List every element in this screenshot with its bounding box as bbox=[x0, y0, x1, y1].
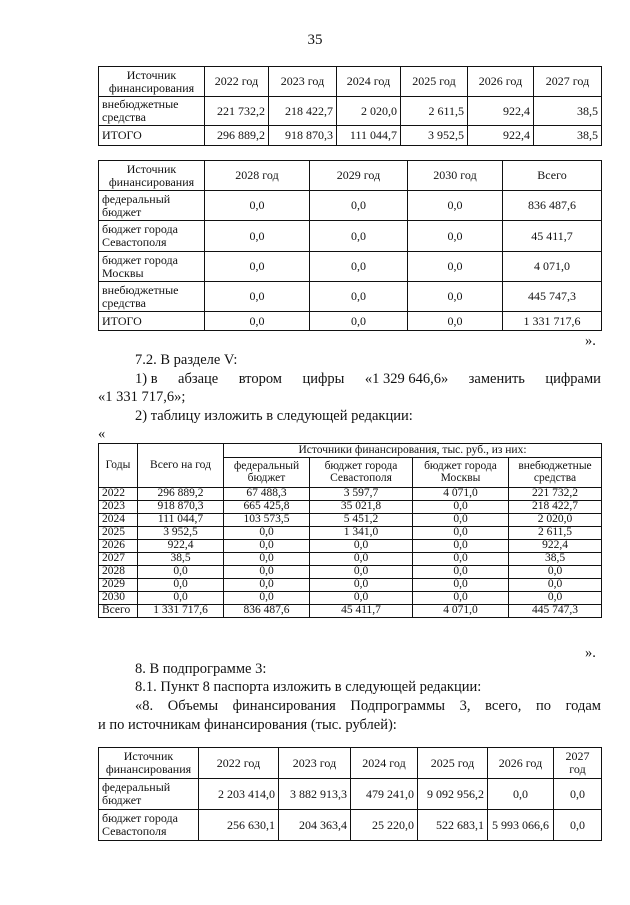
table-cell: 0,0 bbox=[310, 191, 408, 221]
table-cell: 67 488,3 bbox=[224, 488, 310, 501]
table-cell: 479 241,0 bbox=[351, 779, 418, 810]
table-cell: 103 573,5 bbox=[224, 514, 310, 527]
table-cell: 1 331 717,6 bbox=[138, 605, 224, 618]
table-header-row bbox=[99, 748, 602, 779]
table-cell: 2 020,0 bbox=[509, 514, 602, 527]
table-cell: 3 952,5 bbox=[401, 126, 468, 146]
table-cell: 5 993 066,6 bbox=[488, 810, 554, 841]
table-cell: 221 732,2 bbox=[509, 488, 602, 501]
table-header-row bbox=[99, 444, 602, 458]
closing-quote: ». bbox=[585, 645, 596, 661]
table-cell: 922,4 bbox=[468, 97, 534, 126]
table-cell: 0,0 bbox=[224, 566, 310, 579]
table-cell: 0,0 bbox=[413, 540, 509, 553]
row-label: федеральный бюджет bbox=[99, 191, 205, 221]
column-header: 2027 год bbox=[534, 67, 602, 97]
table-cell: 0,0 bbox=[205, 221, 310, 252]
column-header: внебюджетные средства bbox=[509, 458, 602, 488]
table-cell: 3 882 913,3 bbox=[279, 779, 351, 810]
table-cell: 3 597,7 bbox=[310, 488, 413, 501]
table-cell: 445 747,3 bbox=[509, 605, 602, 618]
row-label: 2024 bbox=[99, 514, 138, 527]
column-header: 2025 год bbox=[401, 67, 468, 97]
table-cell: 0,0 bbox=[413, 579, 509, 592]
table-cell: 3 952,5 bbox=[138, 527, 224, 540]
row-label: бюджет города Севастополя bbox=[99, 221, 205, 252]
table-cell: 111 044,7 bbox=[138, 514, 224, 527]
table-cell: 922,4 bbox=[138, 540, 224, 553]
column-header: Источник финансирования bbox=[99, 748, 199, 779]
row-label: 2023 bbox=[99, 501, 138, 514]
table-row bbox=[99, 592, 602, 605]
funding-by-year-table bbox=[98, 443, 602, 618]
table-row bbox=[99, 514, 602, 527]
column-header: Источник финансирования bbox=[99, 161, 205, 191]
row-label: 2025 bbox=[99, 527, 138, 540]
paragraph-word: «8. bbox=[135, 698, 154, 714]
column-header-years: Годы bbox=[99, 444, 138, 488]
table-cell: 918 870,3 bbox=[269, 126, 337, 146]
table-cell: 296 889,2 bbox=[205, 126, 269, 146]
table-cell: 1 341,0 bbox=[310, 527, 413, 540]
column-header: Источник финансирования bbox=[99, 67, 205, 97]
table-cell: 445 747,3 bbox=[503, 282, 602, 312]
paragraph-8-line-2: и по источникам финансирования (тыс. рублей): bbox=[98, 717, 397, 733]
table-cell: 221 732,2 bbox=[205, 97, 269, 126]
table-row bbox=[99, 540, 602, 553]
table-cell: 0,0 bbox=[413, 553, 509, 566]
table-cell: 0,0 bbox=[413, 514, 509, 527]
table-cell: 0,0 bbox=[509, 566, 602, 579]
column-header: 2023 год bbox=[269, 67, 337, 97]
table-cell: 296 889,2 bbox=[138, 488, 224, 501]
item-1-word: втором bbox=[238, 371, 282, 387]
closing-quote: ». bbox=[585, 333, 596, 349]
paragraph-word: всего, bbox=[485, 698, 522, 714]
table-cell: 0,0 bbox=[205, 252, 310, 282]
row-label: ИТОГО bbox=[99, 312, 205, 331]
table-cell: 0,0 bbox=[224, 579, 310, 592]
table-cell: 0,0 bbox=[205, 312, 310, 331]
row-label: внебюджетные средства bbox=[99, 282, 205, 312]
table-cell: 0,0 bbox=[310, 553, 413, 566]
table-row bbox=[99, 566, 602, 579]
table-cell: 0,0 bbox=[413, 527, 509, 540]
table-cell: 5 451,2 bbox=[310, 514, 413, 527]
table-cell: 0,0 bbox=[310, 312, 408, 331]
item-1-line-1 bbox=[135, 371, 601, 388]
row-label: 2029 bbox=[99, 579, 138, 592]
table-cell: 0,0 bbox=[138, 566, 224, 579]
column-header: 2026 год bbox=[468, 67, 534, 97]
table-cell: 0,0 bbox=[310, 592, 413, 605]
table-row-total bbox=[99, 126, 602, 146]
table-cell: 204 363,4 bbox=[279, 810, 351, 841]
row-label: федеральный бюджет bbox=[99, 779, 199, 810]
table-row bbox=[99, 501, 602, 514]
column-header: 2022 год bbox=[199, 748, 279, 779]
table-row bbox=[99, 553, 602, 566]
column-header: Всего bbox=[503, 161, 602, 191]
column-header: 2030 год bbox=[408, 161, 503, 191]
table-cell: 2 611,5 bbox=[401, 97, 468, 126]
table-cell: 0,0 bbox=[224, 592, 310, 605]
table-cell: 111 044,7 bbox=[337, 126, 401, 146]
table-cell: 1 331 717,6 bbox=[503, 312, 602, 331]
table-body bbox=[99, 488, 602, 618]
column-header: 2028 год bbox=[205, 161, 310, 191]
table-row bbox=[99, 97, 602, 126]
column-header: 2029 год bbox=[310, 161, 408, 191]
table-cell: 0,0 bbox=[138, 579, 224, 592]
table-cell: 9 092 956,2 bbox=[418, 779, 488, 810]
table-cell: 0,0 bbox=[310, 540, 413, 553]
table-cell: 922,4 bbox=[468, 126, 534, 146]
table-cell: 0,0 bbox=[224, 540, 310, 553]
table-cell: 0,0 bbox=[310, 282, 408, 312]
table-cell: 0,0 bbox=[310, 221, 408, 252]
table-cell: 0,0 bbox=[310, 566, 413, 579]
column-header: бюджет города Москвы bbox=[413, 458, 509, 488]
table-cell: 4 071,0 bbox=[413, 605, 509, 618]
table-row bbox=[99, 221, 602, 252]
item-1-line-2: «1 331 717,6»; bbox=[98, 389, 186, 405]
table-cell: 256 630,1 bbox=[199, 810, 279, 841]
table-cell: 2 020,0 bbox=[337, 97, 401, 126]
table-cell: 522 683,1 bbox=[418, 810, 488, 841]
row-label: ИТОГО bbox=[99, 126, 205, 146]
table-cell: 0,0 bbox=[408, 282, 503, 312]
table-cell: 0,0 bbox=[408, 191, 503, 221]
table-cell: 45 411,7 bbox=[310, 605, 413, 618]
table-cell: 0,0 bbox=[554, 779, 602, 810]
column-header: 2023 год bbox=[279, 748, 351, 779]
paragraph-word: финансирования bbox=[232, 698, 336, 714]
funding-table-2022-2027-continued bbox=[98, 66, 602, 146]
table-row bbox=[99, 191, 602, 221]
item-1-word: 1) в bbox=[135, 371, 158, 387]
paragraph-word: 3, bbox=[459, 698, 471, 714]
section-8-heading: 8. В подпрограмме 3: bbox=[135, 661, 267, 677]
item-1-word: «1 329 646,6» bbox=[364, 371, 449, 387]
table-cell: 4 071,0 bbox=[413, 488, 509, 501]
table-cell: 0,0 bbox=[413, 566, 509, 579]
table-cell: 25 220,0 bbox=[351, 810, 418, 841]
table-cell: 38,5 bbox=[534, 97, 602, 126]
table-cell: 0,0 bbox=[408, 221, 503, 252]
table-row-total bbox=[99, 605, 602, 618]
paragraph-word: по bbox=[535, 698, 551, 714]
row-label: 2027 bbox=[99, 553, 138, 566]
column-group-header: Источники финансирования, тыс. руб., из них: bbox=[224, 444, 602, 458]
column-header: 2026 год bbox=[488, 748, 554, 779]
section-7-2-heading: 7.2. В разделе V: bbox=[135, 352, 238, 368]
table-cell: 0,0 bbox=[413, 501, 509, 514]
row-label: 2028 bbox=[99, 566, 138, 579]
column-header: 2027 год bbox=[554, 748, 602, 779]
row-label: Всего bbox=[99, 605, 138, 618]
column-header: федеральный бюджет bbox=[224, 458, 310, 488]
table-cell: 0,0 bbox=[205, 191, 310, 221]
table-cell: 0,0 bbox=[224, 527, 310, 540]
table-cell: 918 870,3 bbox=[138, 501, 224, 514]
paragraph-word: Подпрограммы bbox=[350, 698, 446, 714]
opening-quote: « bbox=[98, 426, 106, 442]
table-row bbox=[99, 810, 602, 841]
table-cell: 836 487,6 bbox=[224, 605, 310, 618]
table-cell: 0,0 bbox=[509, 592, 602, 605]
table-cell: 38,5 bbox=[534, 126, 602, 146]
section-8-1-heading: 8.1. Пункт 8 паспорта изложить в следующей редакции: bbox=[135, 679, 482, 695]
table-cell: 218 422,7 bbox=[269, 97, 337, 126]
table-cell: 0,0 bbox=[408, 312, 503, 331]
table-cell: 35 021,8 bbox=[310, 501, 413, 514]
subprogram-3-funding-table bbox=[98, 747, 602, 841]
column-header: 2024 год bbox=[337, 67, 401, 97]
funding-table-2028-2030-total bbox=[98, 160, 602, 331]
table-cell: 4 071,0 bbox=[503, 252, 602, 282]
row-label: 2026 bbox=[99, 540, 138, 553]
table-cell: 0,0 bbox=[138, 592, 224, 605]
table-cell: 0,0 bbox=[310, 579, 413, 592]
table-row bbox=[99, 488, 602, 501]
table-row-total bbox=[99, 312, 602, 331]
table-row bbox=[99, 579, 602, 592]
table-cell: 45 411,7 bbox=[503, 221, 602, 252]
table-cell: 0,0 bbox=[413, 592, 509, 605]
row-label: бюджет города Севастополя bbox=[99, 810, 199, 841]
row-label: бюджет города Москвы bbox=[99, 252, 205, 282]
item-1-word: абзаце bbox=[178, 371, 219, 387]
table-cell: 218 422,7 bbox=[509, 501, 602, 514]
column-header: бюджет города Севастополя bbox=[310, 458, 413, 488]
table-cell: 0,0 bbox=[509, 579, 602, 592]
table-cell: 38,5 bbox=[509, 553, 602, 566]
item-1-word: цифрами bbox=[545, 371, 601, 387]
column-header: 2024 год bbox=[351, 748, 418, 779]
table-cell: 922,4 bbox=[509, 540, 602, 553]
table-cell: 0,0 bbox=[408, 252, 503, 282]
paragraph-word: Объемы bbox=[167, 698, 219, 714]
item-2-text: 2) таблицу изложить в следующей редакции: bbox=[135, 408, 413, 424]
row-label: внебюджетные средства bbox=[99, 97, 205, 126]
table-cell: 0,0 bbox=[488, 779, 554, 810]
column-header: 2022 год bbox=[205, 67, 269, 97]
table-cell: 0,0 bbox=[224, 553, 310, 566]
page-number: 35 bbox=[307, 32, 323, 48]
column-header-total: Всего на год bbox=[138, 444, 224, 488]
table-header-row bbox=[99, 67, 602, 97]
table-cell: 0,0 bbox=[205, 282, 310, 312]
table-cell: 665 425,8 bbox=[224, 501, 310, 514]
item-1-word: цифры bbox=[302, 371, 345, 387]
paragraph-word: годам bbox=[565, 698, 601, 714]
row-label: 2022 bbox=[99, 488, 138, 501]
row-label: 2030 bbox=[99, 592, 138, 605]
table-row bbox=[99, 252, 602, 282]
table-cell: 2 611,5 bbox=[509, 527, 602, 540]
table-header-row bbox=[99, 161, 602, 191]
column-header: 2025 год bbox=[418, 748, 488, 779]
item-1-word: заменить bbox=[468, 371, 525, 387]
table-cell: 0,0 bbox=[310, 252, 408, 282]
table-row bbox=[99, 527, 602, 540]
table-cell: 2 203 414,0 bbox=[199, 779, 279, 810]
paragraph-8-line-1 bbox=[135, 698, 601, 715]
table-row bbox=[99, 282, 602, 312]
table-row bbox=[99, 779, 602, 810]
table-cell: 836 487,6 bbox=[503, 191, 602, 221]
table-cell: 38,5 bbox=[138, 553, 224, 566]
table-cell: 0,0 bbox=[554, 810, 602, 841]
